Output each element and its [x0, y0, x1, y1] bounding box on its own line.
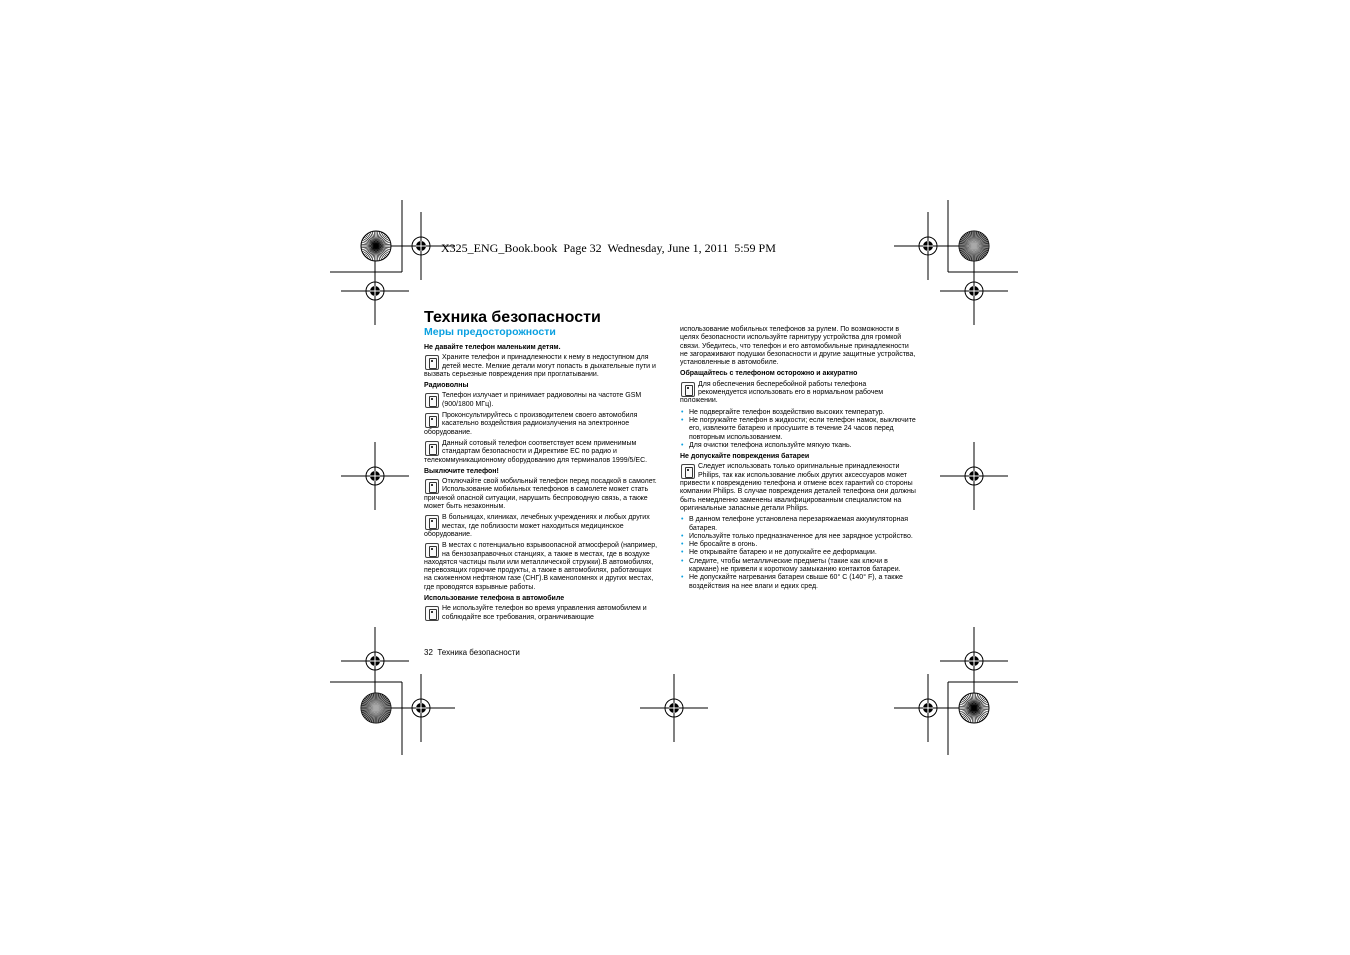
bullet-list: [680, 516, 916, 591]
icon-paragraph-text: Отключайте свой мобильный телефон перед посадкой в самолет. Использование мобильных телефонов в самолете может стать причиной опасной ситуации, нарушить беспроводную связь, а также может быть незаконным.: [424, 478, 657, 511]
section-heading: Использование телефона в автомобиле: [424, 595, 565, 603]
page-title: Техника безопасности: [424, 309, 601, 326]
hospital-icon: [425, 515, 439, 530]
driving-icon: [425, 606, 439, 621]
icon-paragraph: [424, 392, 660, 409]
icon-paragraph: [424, 605, 660, 622]
page-footer: [424, 648, 520, 657]
icon-paragraph-text: В местах с потенциально взрывоопасной атмосферой (например, на бензозаправочных станциях, а также в местах, где в воздухе находятся частицы пыли или металлической стружки).В автомобилях, перевозящих горючие продукты, а также в автомобилях, работающих на сжиженном нефтяном газе (СНГ).В каменоломнях и других местах, где проводятся взрывные работы.: [424, 542, 658, 591]
page-number: 32: [424, 648, 433, 657]
icon-paragraph-text: Следует использовать только оригинальные принадлежности Philips, так как использование любых других аксессуаров может привести к повреждению телефона и отмене всех гарантий со стороны компании Philips. В случае повреждения деталей телефона они должны быть немедленно заменены квалифицированным специалистом на оригинальные запасные детали Philips.: [680, 463, 916, 512]
icon-paragraph-text: Данный сотовый телефон соответствует всем применимым стандартам безопасности и Директиве ЕС по радио и телекоммуникационному оборудованию для терминалов 1999/5/ЕС.: [424, 439, 648, 464]
icon-paragraph-text: В больницах, клиниках, лечебных учреждениях и любых других местах, где поблизости может находиться медицинское оборудование.: [424, 514, 650, 538]
icon-paragraph: [424, 440, 660, 465]
icon-paragraph: [424, 514, 660, 539]
icon-paragraph: [424, 354, 660, 379]
bullet-item: • В данном телефоне установлена перезаряжаемая аккумуляторная батарея.: [680, 516, 916, 533]
bullet-item: • Для очистки телефона используйте мягкую ткань.: [680, 442, 916, 450]
bullet-item: • Не подвергайте телефон воздействию высоких температур.: [680, 409, 916, 417]
bullet-item: • Не погружайте телефон в жидкости; если телефон намок, выключите его, извлеките батарею и просушите в течение 24 часов перед повторным использованием.: [680, 417, 916, 442]
print-header-line: X325_ENG_Book.book Page 32 Wednesday, June 1, 2011 5:59 PM: [441, 241, 776, 255]
icon-paragraph: [680, 381, 916, 406]
bullet-list: [680, 409, 916, 450]
icon-paragraph: [424, 542, 660, 592]
bullet-item: • Не бросайте в огонь.: [680, 541, 916, 549]
section-heading: Обращайтесь с телефоном осторожно и аккуратно: [680, 370, 858, 378]
icon-paragraph: [680, 463, 916, 513]
section-heading: Не допускайте повреждения батареи: [680, 453, 810, 461]
car-electronics-icon: [425, 413, 439, 428]
airplane-icon: [425, 479, 439, 494]
icon-paragraph-text: Не используйте телефон во время управления автомобилем и соблюдайте все требования, ограничивающие: [442, 605, 647, 621]
radio-waves-icon: [425, 393, 439, 408]
bullet-item: • Не открывайте батарею и не допускайте ее деформации.: [680, 549, 916, 557]
icon-paragraph-text: Проконсультируйтесь с производителем своего автомобиля касательно воздействия радиоизлучения на электронное оборудование.: [424, 412, 638, 436]
icon-paragraph: [424, 412, 660, 437]
section-heading: Радиоволны: [424, 382, 469, 390]
footer-section-name: Техника безопасности: [437, 648, 520, 657]
bullet-item: • Используйте только предназначенное для нее зарядное устройство.: [680, 533, 916, 541]
careful-handling-icon: [681, 382, 695, 397]
icon-paragraph-text: Телефон излучает и принимает радиоволны на частоте GSM (900/1800 МГц).: [442, 392, 642, 408]
bullet-item: • Не допускайте нагревания батареи свыше 60° C (140° F), а также воздействия на нее влаги и едких сред.: [680, 574, 916, 591]
icon-paragraph-text: Храните телефон и принадлежности к нему в недоступном для детей месте. Мелкие детали могут попасть в дыхательные пути и вызвать серьезные повреждения при проглатывании.: [424, 354, 656, 378]
battery-icon: [681, 464, 695, 479]
right-text-column: [680, 326, 916, 594]
bullet-item: • Следите, чтобы металлические предметы (такие как ключи в кармане) не привели к короткому замыканию контактов батареи.: [680, 558, 916, 575]
standards-icon: [425, 441, 439, 456]
icon-paragraph: [424, 478, 660, 511]
explosive-atmosphere-icon: [425, 543, 439, 558]
left-text-column: [424, 342, 660, 625]
icon-paragraph-text: Для обеспечения бесперебойной работы телефона рекомендуется использовать его в нормальном рабочем положении.: [680, 380, 884, 405]
section-heading: Выключите телефон!: [424, 467, 499, 475]
section-heading: Не давайте телефон маленьким детям.: [424, 344, 561, 351]
section-subtitle: Меры предосторожности: [424, 326, 556, 338]
body-paragraph: использование мобильных телефонов за рулем. По возможности в целях безопасности используйте гарнитуру устройства для громкой связи. Убедитесь, что телефон и его автомобильные принадлежности не загораживают подушки безопасности и другие защитные устройства, установленные в автомобиле.: [680, 326, 916, 367]
children-warning-icon: [425, 355, 439, 370]
